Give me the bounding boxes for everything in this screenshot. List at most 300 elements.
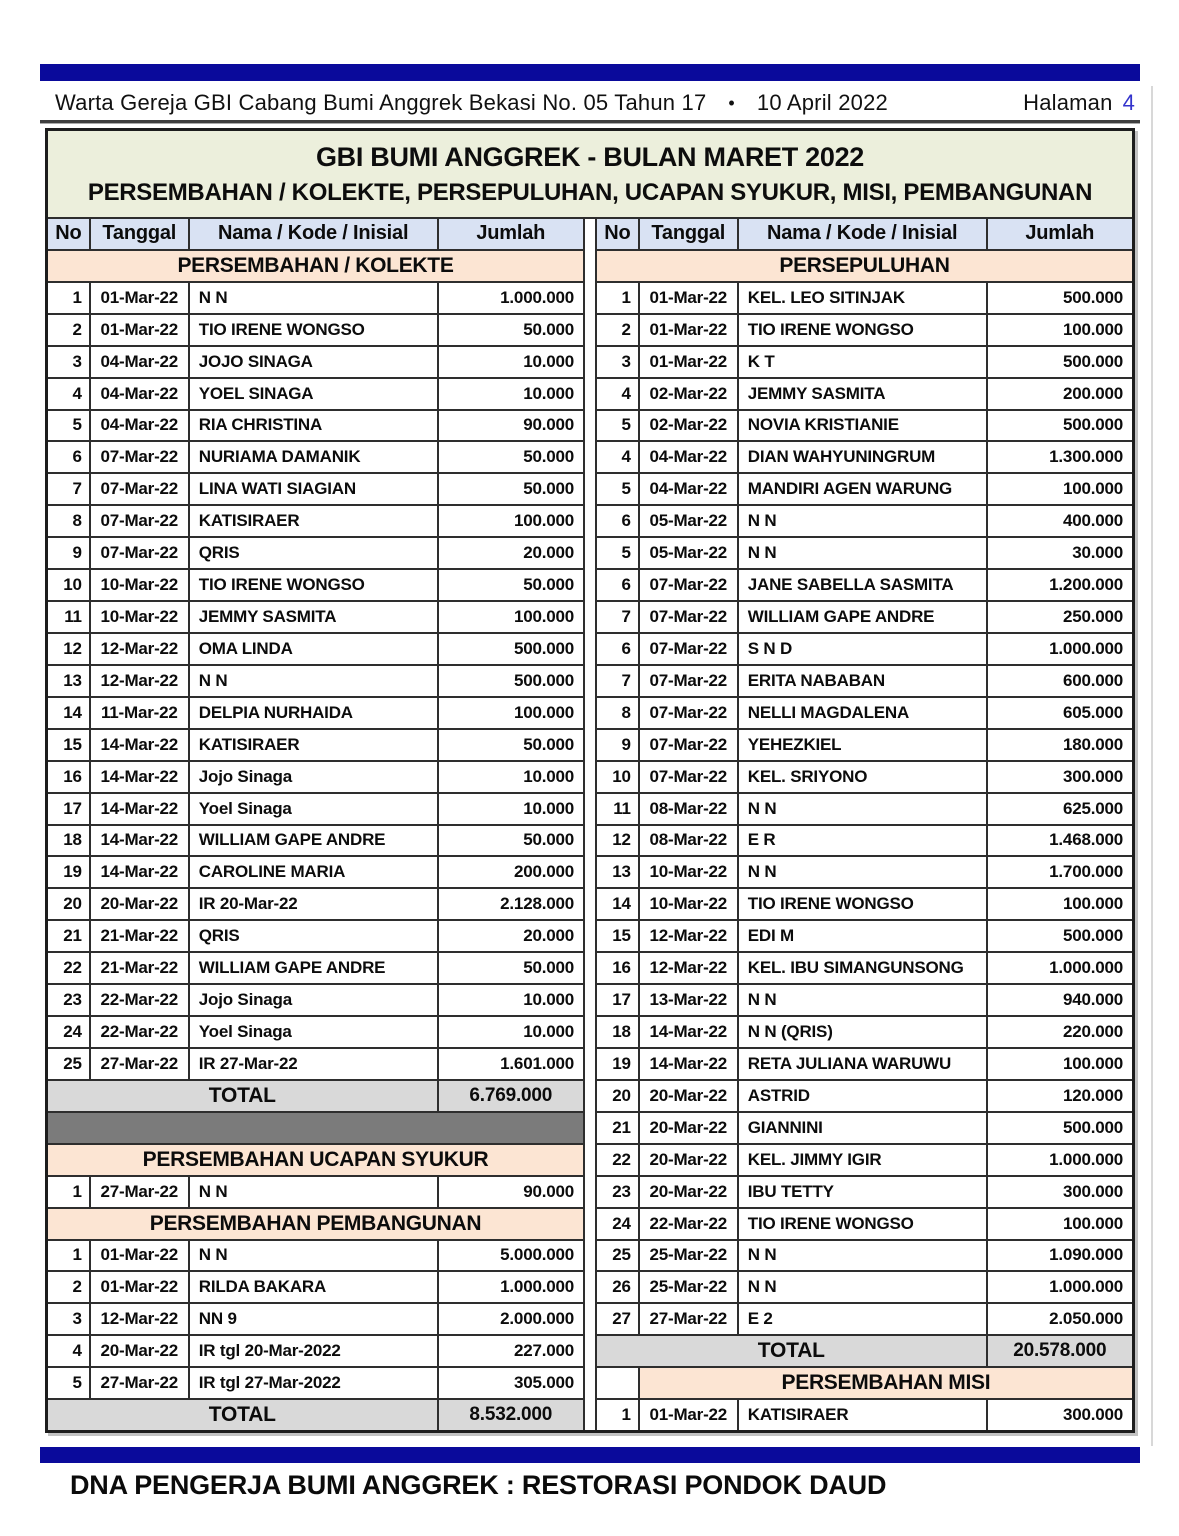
- row-name: DELPIA NURHAIDA: [190, 698, 439, 728]
- row-number: 24: [48, 1017, 91, 1047]
- table-row: [597, 953, 1132, 985]
- row-date: 07-Mar-22: [640, 762, 739, 792]
- row-name: JANE SABELLA SASMITA: [739, 570, 988, 600]
- bottom-blue-bar: [40, 1447, 1140, 1463]
- table-row: [597, 347, 1132, 379]
- row-name: N N: [190, 283, 439, 313]
- table-row: [597, 570, 1132, 602]
- table-row: [597, 921, 1132, 953]
- row-date: 01-Mar-22: [91, 1272, 190, 1302]
- row-name: WILLIAM GAPE ANDRE: [739, 602, 988, 632]
- row-amount: 50.000: [523, 830, 574, 850]
- table-row: [597, 889, 1132, 921]
- row-date: 01-Mar-22: [640, 283, 739, 313]
- row-date: 07-Mar-22: [91, 538, 190, 568]
- row-amount: 100.000: [513, 702, 574, 722]
- left-table-column: [48, 219, 583, 1430]
- row-date: 01-Mar-22: [640, 347, 739, 377]
- row-number: 15: [48, 730, 91, 760]
- row-amount: 1.000.000: [500, 287, 574, 307]
- row-name: Jojo Sinaga: [190, 762, 439, 792]
- row-number: 24: [597, 1209, 640, 1239]
- page-number: 4: [1122, 90, 1135, 115]
- row-name: KEL. LEO SITINJAK: [739, 283, 988, 313]
- row-number: 18: [597, 1017, 640, 1047]
- row-date: 27-Mar-22: [91, 1177, 190, 1207]
- row-amount: 100.000: [1062, 479, 1123, 499]
- row-amount: 100.000: [1062, 1213, 1123, 1233]
- row-amount: 1.300.000: [1049, 447, 1123, 467]
- scan-edge-artifact: [1151, 86, 1153, 1446]
- row-name: KATISIRAER: [190, 730, 439, 760]
- row-date: 27-Mar-22: [640, 1304, 739, 1334]
- table-row: [48, 762, 583, 794]
- row-amount: 100.000: [1062, 894, 1123, 914]
- row-number: 19: [48, 857, 91, 887]
- row-name: JEMMY SASMITA: [190, 602, 439, 632]
- table-row: [597, 442, 1132, 474]
- row-name: KATISIRAER: [739, 1400, 988, 1430]
- row-name: K T: [739, 347, 988, 377]
- row-amount: 5.000.000: [500, 1245, 574, 1265]
- row-amount: 10.000: [523, 766, 574, 786]
- row-name: N N: [190, 1177, 439, 1207]
- table-row: [48, 1336, 583, 1368]
- row-date: 12-Mar-22: [91, 634, 190, 664]
- row-number: 13: [597, 857, 640, 887]
- row-name: N N (QRIS): [739, 1017, 988, 1047]
- column-header-tanggal: Tanggal: [640, 219, 739, 249]
- row-name: ASTRID: [739, 1081, 988, 1111]
- row-number: 21: [597, 1113, 640, 1143]
- row-date: 13-Mar-22: [640, 985, 739, 1015]
- row-number: 27: [597, 1304, 640, 1334]
- table-row: [48, 474, 583, 506]
- row-date: 01-Mar-22: [640, 315, 739, 345]
- table-row: [48, 538, 583, 570]
- row-number: 13: [48, 666, 91, 696]
- row-amount: 1.000.000: [1049, 1277, 1123, 1297]
- row-name: CAROLINE MARIA: [190, 857, 439, 887]
- row-name: E R: [739, 826, 988, 856]
- row-amount: 625.000: [1062, 798, 1123, 818]
- table-row: [48, 570, 583, 602]
- row-date: 14-Mar-22: [640, 1049, 739, 1079]
- row-date: 22-Mar-22: [91, 1017, 190, 1047]
- row-amount: 300.000: [1062, 766, 1123, 786]
- table-row: [48, 506, 583, 538]
- row-date: 11-Mar-22: [91, 698, 190, 728]
- row-date: 07-Mar-22: [640, 570, 739, 600]
- row-date: 07-Mar-22: [640, 730, 739, 760]
- row-date: 21-Mar-22: [91, 921, 190, 951]
- table-row: [597, 1017, 1132, 1049]
- right-table-column: [597, 219, 1132, 1430]
- row-name: RETA JULIANA WARUWU: [739, 1049, 988, 1079]
- row-name: TIO IRENE WONGSO: [739, 315, 988, 345]
- total-row: [48, 1081, 583, 1113]
- row-number: 20: [48, 889, 91, 919]
- row-name: N N: [739, 1241, 988, 1271]
- row-amount: 50.000: [523, 319, 574, 339]
- row-amount: 1.000.000: [500, 1277, 574, 1297]
- row-date: 04-Mar-22: [91, 379, 190, 409]
- row-number: 16: [48, 762, 91, 792]
- row-number: 6: [597, 634, 640, 664]
- row-number: 17: [597, 985, 640, 1015]
- table-row: [48, 411, 583, 443]
- table-row: [597, 634, 1132, 666]
- table-row: [48, 1017, 583, 1049]
- row-number: 4: [597, 442, 640, 472]
- row-amount: 100.000: [1062, 319, 1123, 339]
- row-amount: 500.000: [513, 670, 574, 690]
- table-row: [597, 826, 1132, 858]
- row-number: 3: [597, 347, 640, 377]
- section-header-row: [48, 1145, 583, 1177]
- row-name: IR tgl 20-Mar-2022: [190, 1336, 439, 1366]
- row-date: 07-Mar-22: [91, 442, 190, 472]
- masthead-date: 10 April 2022: [756, 90, 888, 115]
- row-number: 25: [48, 1049, 91, 1079]
- masthead-title: Warta Gereja GBI Cabang Bumi Anggrek Bekasi No. 05 Tahun 17: [55, 90, 707, 115]
- row-amount: 180.000: [1062, 734, 1123, 754]
- section-title: PERSEMBAHAN MISI: [640, 1368, 1132, 1398]
- row-amount: 20.000: [523, 926, 574, 946]
- row-date: 14-Mar-22: [91, 762, 190, 792]
- row-number: 1: [597, 283, 640, 313]
- table-row: [597, 666, 1132, 698]
- table-row: [597, 315, 1132, 347]
- row-number: 14: [48, 698, 91, 728]
- row-number: 8: [48, 506, 91, 536]
- row-number: 4: [597, 379, 640, 409]
- row-date: 10-Mar-22: [91, 570, 190, 600]
- row-date: 07-Mar-22: [91, 474, 190, 504]
- row-amount: 500.000: [1062, 351, 1123, 371]
- table-row: [48, 602, 583, 634]
- row-amount: 605.000: [1062, 702, 1123, 722]
- row-number: 20: [597, 1081, 640, 1111]
- row-amount: 400.000: [1062, 511, 1123, 531]
- row-amount: 500.000: [1062, 415, 1123, 435]
- row-amount: 250.000: [1062, 607, 1123, 627]
- row-amount: 50.000: [523, 479, 574, 499]
- table-row: [48, 666, 583, 698]
- table-row: [48, 1049, 583, 1081]
- row-name: TIO IRENE WONGSO: [739, 889, 988, 919]
- row-name: ERITA NABABAN: [739, 666, 988, 696]
- row-amount: 1.200.000: [1049, 575, 1123, 595]
- row-amount: 10.000: [523, 383, 574, 403]
- row-amount: 227.000: [513, 1341, 574, 1361]
- row-date: 14-Mar-22: [91, 826, 190, 856]
- total-amount: 8.532.000: [439, 1400, 583, 1430]
- row-amount: 10.000: [523, 1022, 574, 1041]
- row-date: 07-Mar-22: [640, 634, 739, 664]
- row-date: 22-Mar-22: [91, 985, 190, 1015]
- row-date: 14-Mar-22: [640, 1017, 739, 1047]
- row-amount: 120.000: [1062, 1085, 1123, 1105]
- row-date: 21-Mar-22: [91, 953, 190, 983]
- row-name: QRIS: [190, 538, 439, 568]
- row-name: NURIAMA DAMANIK: [190, 442, 439, 472]
- row-date: 25-Mar-22: [640, 1272, 739, 1302]
- row-number: 14: [597, 889, 640, 919]
- row-amount: 100.000: [1062, 1053, 1123, 1073]
- top-blue-bar: [40, 64, 1140, 81]
- table-row: [48, 794, 583, 826]
- row-amount: 1.090.000: [1049, 1245, 1123, 1265]
- column-header-row: [597, 219, 1132, 251]
- row-name: S N D: [739, 634, 988, 664]
- row-number: 5: [597, 538, 640, 568]
- row-name: TIO IRENE WONGSO: [739, 1209, 988, 1239]
- row-date: 08-Mar-22: [640, 826, 739, 856]
- row-number: 10: [597, 762, 640, 792]
- row-number: 5: [48, 411, 91, 441]
- row-amount: 300.000: [1062, 1405, 1123, 1425]
- table-row: [597, 1049, 1132, 1081]
- row-number: 4: [48, 1336, 91, 1366]
- row-date: 22-Mar-22: [640, 1209, 739, 1239]
- row-name: N N: [190, 1241, 439, 1271]
- row-date: 07-Mar-22: [640, 698, 739, 728]
- row-date: 20-Mar-22: [640, 1081, 739, 1111]
- table-row: [597, 379, 1132, 411]
- row-date: 12-Mar-22: [640, 953, 739, 983]
- total-amount: 6.769.000: [439, 1081, 583, 1111]
- row-amount: 2.000.000: [500, 1309, 574, 1329]
- row-name: IR 27-Mar-22: [190, 1049, 439, 1079]
- row-number: 18: [48, 826, 91, 856]
- table-row: [48, 315, 583, 347]
- table-row: [597, 602, 1132, 634]
- row-number: 3: [48, 347, 91, 377]
- row-date: 14-Mar-22: [91, 857, 190, 887]
- row-number: 25: [597, 1241, 640, 1271]
- row-number: 1: [597, 1400, 640, 1430]
- column-header-no: No: [48, 219, 91, 249]
- row-name: TIO IRENE WONGSO: [190, 315, 439, 345]
- table-row: [597, 1177, 1132, 1209]
- row-name: JOJO SINAGA: [190, 347, 439, 377]
- row-number: 9: [48, 538, 91, 568]
- row-date: 07-Mar-22: [640, 602, 739, 632]
- row-number: 23: [597, 1177, 640, 1207]
- row-date: 01-Mar-22: [91, 315, 190, 345]
- column-header-nama: Nama / Kode / Inisial: [190, 219, 439, 249]
- row-name: JEMMY SASMITA: [739, 379, 988, 409]
- row-amount: 1.000.000: [1049, 958, 1123, 978]
- row-date: 20-Mar-22: [640, 1145, 739, 1175]
- table-row: [597, 1113, 1132, 1145]
- table-row: [48, 889, 583, 921]
- row-amount: 500.000: [1062, 926, 1123, 946]
- row-date: 20-Mar-22: [91, 1336, 190, 1366]
- row-number: 2: [48, 315, 91, 345]
- row-name: YEHEZKIEL: [739, 730, 988, 760]
- row-name: RILDA BAKARA: [190, 1272, 439, 1302]
- row-amount: 100.000: [513, 511, 574, 531]
- column-header-no: No: [597, 219, 640, 249]
- row-name: KEL. SRIYONO: [739, 762, 988, 792]
- table-body: [48, 219, 1132, 1430]
- row-date: 04-Mar-22: [91, 347, 190, 377]
- row-number: 6: [597, 506, 640, 536]
- row-amount: 500.000: [1062, 287, 1123, 307]
- row-amount: 90.000: [523, 1181, 574, 1201]
- row-amount: 1.000.000: [1049, 638, 1123, 658]
- row-date: 05-Mar-22: [640, 506, 739, 536]
- row-date: 20-Mar-22: [640, 1113, 739, 1143]
- row-number: 26: [597, 1272, 640, 1302]
- row-name: MANDIRI AGEN WARUNG: [739, 474, 988, 504]
- offerings-table: [45, 128, 1135, 1433]
- row-name: IR tgl 27-Mar-2022: [190, 1368, 439, 1398]
- table-row: [48, 442, 583, 474]
- row-amount: 10.000: [523, 351, 574, 371]
- table-row: [597, 506, 1132, 538]
- row-name: YOEL SINAGA: [190, 379, 439, 409]
- row-number: 22: [48, 953, 91, 983]
- footer-text: DNA PENGERJA BUMI ANGGREK : RESTORASI PONDOK DAUD: [70, 1470, 887, 1500]
- table-row: [597, 1272, 1132, 1304]
- row-name: Yoel Sinaga: [190, 794, 439, 824]
- row-date: 14-Mar-22: [91, 730, 190, 760]
- row-name: KATISIRAER: [190, 506, 439, 536]
- row-date: 01-Mar-22: [640, 1400, 739, 1430]
- table-title-line1: GBI BUMI ANGGREK - BULAN MARET 2022: [315, 141, 865, 172]
- row-date: 04-Mar-22: [640, 474, 739, 504]
- table-row: [597, 985, 1132, 1017]
- row-name: WILLIAM GAPE ANDRE: [190, 826, 439, 856]
- table-row: [597, 857, 1132, 889]
- row-date: 20-Mar-22: [91, 889, 190, 919]
- row-name: N N: [739, 538, 988, 568]
- table-row: [597, 1209, 1132, 1241]
- spacer-row: [48, 1113, 583, 1145]
- column-header-nama: Nama / Kode / Inisial: [739, 219, 988, 249]
- row-date: 12-Mar-22: [91, 1304, 190, 1334]
- section-header-row: [48, 1209, 583, 1241]
- row-name: NELLI MAGDALENA: [739, 698, 988, 728]
- row-name: NN 9: [190, 1304, 439, 1334]
- column-header-row: [48, 219, 583, 251]
- row-amount: 1.700.000: [1049, 862, 1123, 882]
- table-row: [597, 1241, 1132, 1273]
- table-row: [597, 762, 1132, 794]
- column-header-jumlah: Jumlah: [476, 222, 546, 245]
- row-name: IR 20-Mar-22: [190, 889, 439, 919]
- row-name: N N: [739, 985, 988, 1015]
- row-date: 27-Mar-22: [91, 1368, 190, 1398]
- row-number: 23: [48, 985, 91, 1015]
- table-row: [597, 474, 1132, 506]
- row-amount: 50.000: [523, 734, 574, 754]
- column-gutter: [583, 219, 597, 1430]
- masthead: [55, 88, 1135, 118]
- section-header-row: [597, 251, 1132, 283]
- row-amount: 940.000: [1062, 990, 1123, 1010]
- row-date: 10-Mar-22: [91, 602, 190, 632]
- row-amount: 2.050.000: [1049, 1309, 1123, 1329]
- table-row: [48, 985, 583, 1017]
- row-date: 12-Mar-22: [91, 666, 190, 696]
- table-row: [48, 1241, 583, 1273]
- row-name: KEL. IBU SIMANGUNSONG: [739, 953, 988, 983]
- row-date: 10-Mar-22: [640, 889, 739, 919]
- row-date: 07-Mar-22: [640, 666, 739, 696]
- row-date: 27-Mar-22: [91, 1049, 190, 1079]
- table-row: [48, 698, 583, 730]
- row-number: 7: [48, 474, 91, 504]
- row-name: N N: [739, 857, 988, 887]
- row-amount: 50.000: [523, 958, 574, 978]
- row-number: 6: [48, 442, 91, 472]
- row-date: 25-Mar-22: [640, 1241, 739, 1271]
- section-title: PERSEMBAHAN PEMBANGUNAN: [48, 1209, 583, 1239]
- table-row: [48, 826, 583, 858]
- page-label: Halaman: [1023, 90, 1113, 115]
- row-name: N N: [739, 506, 988, 536]
- table-row: [48, 1272, 583, 1304]
- table-row: [48, 857, 583, 889]
- row-number: 4: [48, 379, 91, 409]
- row-number: 11: [48, 602, 91, 632]
- row-number: 6: [597, 570, 640, 600]
- row-amount: 600.000: [1062, 670, 1123, 690]
- row-date: 01-Mar-22: [91, 1241, 190, 1271]
- table-title-block: [48, 131, 1132, 219]
- row-number: 9: [597, 730, 640, 760]
- row-number: 2: [48, 1272, 91, 1302]
- section-header-row: [597, 1368, 1132, 1400]
- row-amount: 90.000: [523, 415, 574, 435]
- row-number: 22: [597, 1145, 640, 1175]
- row-amount: 305.000: [513, 1373, 574, 1393]
- total-label: TOTAL: [48, 1400, 439, 1430]
- table-row: [48, 921, 583, 953]
- table-row: [597, 794, 1132, 826]
- table-row: [597, 283, 1132, 315]
- table-row: [48, 379, 583, 411]
- row-name: N N: [739, 794, 988, 824]
- row-amount: 30.000: [1072, 543, 1123, 563]
- table-row: [597, 1304, 1132, 1336]
- table-row: [48, 634, 583, 666]
- row-date: 08-Mar-22: [640, 794, 739, 824]
- row-amount: 220.000: [1062, 1022, 1123, 1041]
- row-name: Yoel Sinaga: [190, 1017, 439, 1047]
- total-label: TOTAL: [597, 1336, 988, 1366]
- table-row: [597, 538, 1132, 570]
- section-title: PERSEMBAHAN UCAPAN SYUKUR: [48, 1145, 583, 1175]
- row-number: 1: [48, 1241, 91, 1271]
- total-label: TOTAL: [48, 1081, 439, 1111]
- row-date: 12-Mar-22: [640, 921, 739, 951]
- row-name: E 2: [739, 1304, 988, 1334]
- row-number: 10: [48, 570, 91, 600]
- row-number: 5: [48, 1368, 91, 1398]
- row-number: 15: [597, 921, 640, 951]
- row-name: DIAN WAHYUNINGRUM: [739, 442, 988, 472]
- row-date: 04-Mar-22: [640, 442, 739, 472]
- row-date: 01-Mar-22: [91, 283, 190, 313]
- table-row: [48, 1368, 583, 1400]
- row-date: 20-Mar-22: [640, 1177, 739, 1207]
- row-number: 1: [48, 283, 91, 313]
